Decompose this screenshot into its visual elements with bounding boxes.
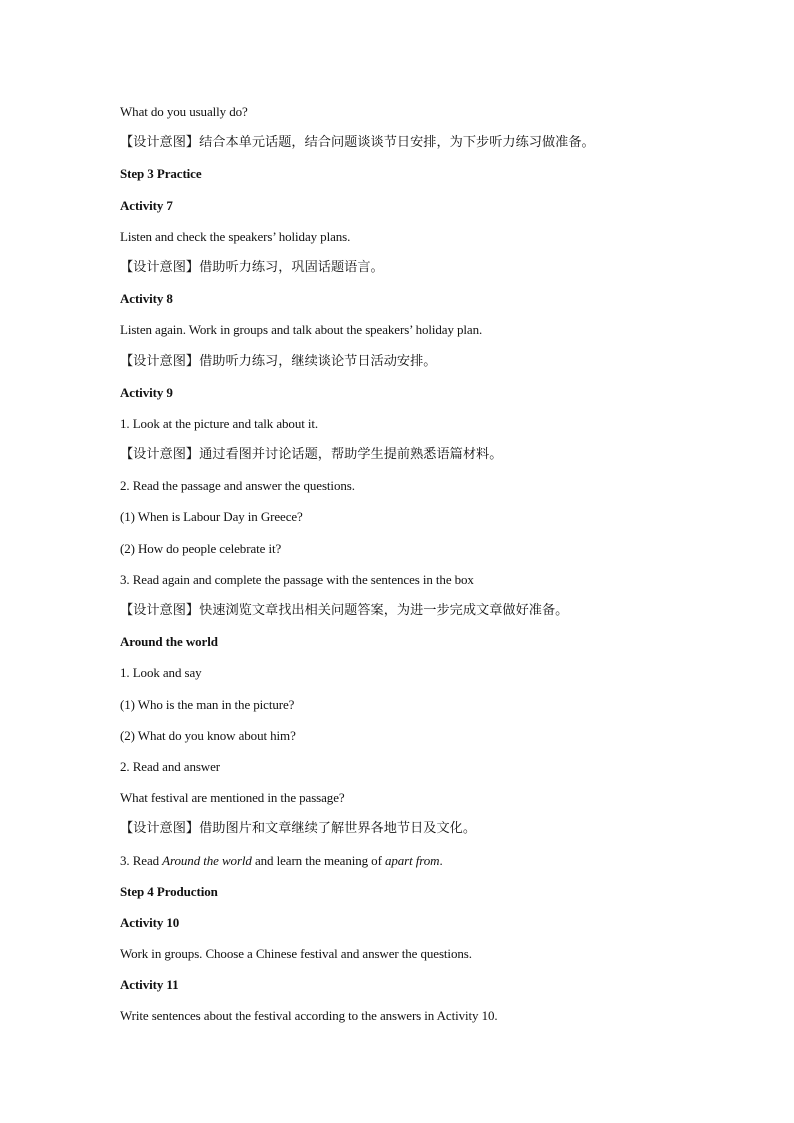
activity-heading: Activity 7	[120, 197, 173, 213]
instruction-line: Write sentences about the festival according to the answers in Activity 10.	[120, 1008, 498, 1024]
question-line: What festival are mentioned in the passage?	[120, 790, 345, 806]
instruction-line: Listen and check the speakers’ holiday plans.	[120, 228, 351, 244]
design-intent-note: 【设计意图】快速浏览文章找出相关问题答案，为进一步完成文章做好准备。	[120, 603, 569, 618]
design-intent-note: 【设计意图】借助图片和文章继续了解世界各地节日及文化。	[120, 821, 477, 837]
instruction-line: 1. Look and say	[120, 665, 202, 681]
read-middle: and learn the meaning of	[251, 852, 385, 868]
question-line: (2) What do you know about him?	[120, 727, 296, 743]
step-heading: Step 4 Production	[120, 883, 218, 899]
instruction-line: 1. Look at the picture and talk about it.	[120, 415, 319, 431]
question-line: (1) When is Labour Day in Greece?	[120, 509, 303, 525]
target-phrase: apart from	[384, 852, 440, 868]
passage-title: Around the world	[162, 852, 252, 868]
read-instruction-line	[120, 850, 740, 881]
document-body	[120, 101, 740, 1037]
activity-heading: Activity 11	[120, 977, 179, 993]
step-heading: Step 3 Practice	[120, 166, 202, 182]
design-intent-note: 【设计意图】借助听力练习，巩固话题语言。	[120, 259, 384, 275]
question-line: What do you usually do?	[120, 104, 248, 119]
read-prefix: 3. Read	[120, 852, 163, 868]
instruction-line: 2. Read and answer	[120, 758, 220, 774]
design-intent-note: 【设计意图】结合本单元话题，结合问题谈谈节日安排，为下步听力练习做准备。	[120, 135, 595, 151]
read-suffix: .	[439, 852, 443, 868]
activity-heading: Activity 9	[120, 384, 173, 400]
activity-heading: Activity 8	[120, 291, 173, 307]
instruction-line: 2. Read the passage and answer the questions.	[120, 478, 355, 494]
instruction-line: 3. Read again and complete the passage with the sentences in the box	[120, 571, 474, 587]
instruction-line: Work in groups. Choose a Chinese festival and answer the questions.	[120, 946, 472, 962]
question-line: (2) How do people celebrate it?	[120, 540, 282, 556]
section-heading: Around the world	[120, 634, 218, 650]
design-intent-note: 【设计意图】借助听力练习，继续谈论节日活动安排。	[120, 353, 437, 369]
instruction-line: Listen again. Work in groups and talk about the speakers’ holiday plan.	[120, 322, 483, 338]
question-line: (1) Who is the man in the picture?	[120, 696, 295, 712]
design-intent-note: 【设计意图】通过看图并讨论话题，帮助学生提前熟悉语篇材料。	[120, 447, 503, 463]
activity-heading: Activity 10	[120, 914, 180, 930]
